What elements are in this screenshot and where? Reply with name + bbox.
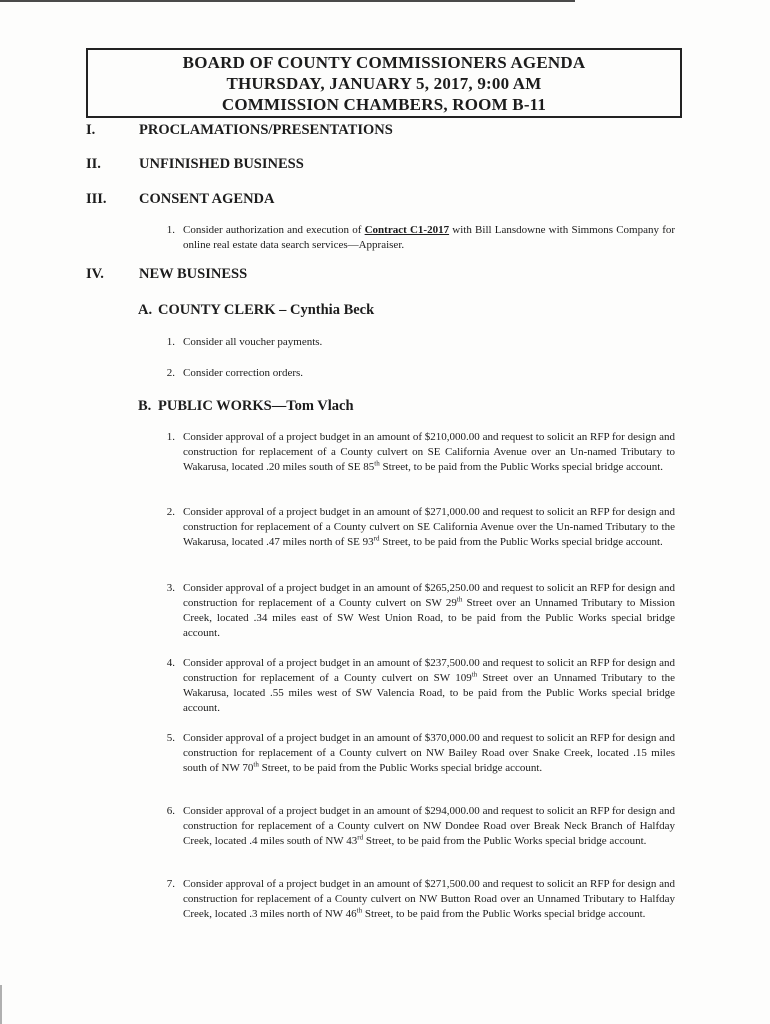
item-text-part: Street, to be paid from the Public Works special bridge account. <box>258 762 543 774</box>
item-number: 4. <box>166 657 175 669</box>
subsection-letter: B. <box>138 398 152 414</box>
item-text <box>183 656 675 716</box>
item-text-part: Consider approval of a project budget in an amount of $237,500.00 and request to solicit an RFP for design and construction for replacement of a County culvert on SW 109 <box>183 657 675 684</box>
section-title: NEW BUSINESS <box>139 266 248 282</box>
section-title: PROCLAMATIONS/PRESENTATIONS <box>139 122 393 138</box>
item-number: 2. <box>166 367 175 379</box>
section-new-business <box>0 264 770 284</box>
subsection-letter: A. <box>138 302 153 318</box>
header-date: THURSDAY, JANUARY 5, 2017, 9:00 AM <box>226 73 542 93</box>
section-proclamations <box>0 120 770 140</box>
item-text-part: Consider approval of a project budget in an amount of $271,000.00 and request to solicit an RFP for design and construction for replacement of a County culvert on SE California Avenue over the Un-named Tributary to the Wakarusa, located .47 miles north of SE 93 <box>183 506 675 548</box>
header-title: BOARD OF COUNTY COMMISSIONERS AGENDA <box>182 52 586 72</box>
item-text-part: Street, to be paid from the Public Works special bridge account. <box>379 461 664 473</box>
item-number: 3. <box>166 582 175 594</box>
subsection-public-works <box>138 396 354 416</box>
item-number: 1. <box>166 336 175 348</box>
subsection-title: PUBLIC WORKS—Tom Vlach <box>158 398 354 414</box>
ordinal-suffix: rd <box>373 534 380 543</box>
item-text: Consider all voucher payments. <box>183 336 323 348</box>
item-text: Consider correction orders. <box>183 367 304 379</box>
item-number: 7. <box>166 878 175 890</box>
item-text <box>183 223 675 253</box>
item-text-part: Street over an Unnamed Tributary to the Wakarusa, located .55 miles west of SW Valencia Road, to be paid from the Public Works special bridge account. <box>183 672 675 714</box>
item-number: 1. <box>166 224 175 236</box>
item-text-part: Consider approval of a project budget in an amount of $294,000.00 and request to solicit an RFP for design and construction for replacement of a County culvert on NW Dondee Road over Break Neck Branch of Halfday Creek, located .4 miles south of NW 43 <box>183 805 675 847</box>
item-text <box>183 581 675 641</box>
section-title: UNFINISHED BUSINESS <box>139 156 304 172</box>
item-number: 1. <box>166 431 175 443</box>
item-text-part: Consider approval of a project budget in an amount of $370,000.00 and request to solicit an RFP for design and construction for replacement of a County culvert on NW Bailey Road over Snake Creek, located .15 miles south of NW 70 <box>183 732 675 774</box>
item-text <box>183 877 675 922</box>
section-number: II. <box>86 156 101 172</box>
item-text <box>183 731 675 776</box>
item-text <box>183 804 675 849</box>
ordinal-suffix: th <box>456 595 463 604</box>
item-text-part: Street, to be paid from the Public Works special bridge account. <box>379 536 663 548</box>
agenda-header <box>86 48 682 118</box>
scan-edge-top <box>0 0 575 2</box>
header-location: COMMISSION CHAMBERS, ROOM B-11 <box>221 94 547 114</box>
item-text-part: with Bill Lansdowne with Simmons Company for online real estate data search services—Appraiser. <box>183 224 676 251</box>
section-number: III. <box>86 191 107 207</box>
section-title: CONSENT AGENDA <box>139 191 275 207</box>
item-number: 6. <box>166 805 175 817</box>
item-text-part: Consider authorization and execution of <box>183 224 362 236</box>
item-text-part: Consider approval of a project budget in an amount of $210,000.00 and request to solicit an RFP for design and construction for replacement of a County culvert on SE California Avenue over an Un-named Tributary to Wakarusa, located .20 miles south of SE 85 <box>183 431 675 473</box>
ordinal-suffix: th <box>356 906 363 915</box>
item-text-part: Consider approval of a project budget in an amount of $265,250.00 and request to solicit an RFP for design and construction for replacement of a County culvert on SW 29 <box>183 582 675 609</box>
section-unfinished-business <box>0 154 770 174</box>
item-text-part: Street, to be paid from the Public Works special bridge account. <box>363 835 647 847</box>
item-text <box>183 505 675 550</box>
subsection-title: COUNTY CLERK – Cynthia Beck <box>158 302 375 318</box>
contract-link[interactable]: Contract C1-2017 <box>364 224 450 236</box>
item-text-part: Street over an Unnamed Tributary to Mission Creek, located .34 miles east of SW West Union Road, to be paid from the Public Works special bridge account. <box>183 597 675 639</box>
item-text-part: Consider approval of a project budget in an amount of $271,500.00 and request to solicit an RFP for design and construction for replacement of a County culvert on NW Button Road over an Unnamed Tributary to Halfday Creek, located .3 miles north of NW 46 <box>183 878 675 920</box>
ordinal-suffix: th <box>471 670 478 679</box>
item-text <box>183 430 675 475</box>
subsection-county-clerk <box>138 300 374 320</box>
ordinal-suffix: th <box>374 459 380 468</box>
item-number: 2. <box>166 506 175 518</box>
section-consent-agenda <box>0 189 770 209</box>
ordinal-suffix: th <box>253 760 259 769</box>
section-number: IV. <box>86 266 104 282</box>
ordinal-suffix: rd <box>357 833 364 842</box>
section-number: I. <box>86 122 96 138</box>
scan-edge-left <box>0 985 2 1024</box>
item-text-part: Street, to be paid from the Public Works special bridge account. <box>362 908 646 920</box>
item-number: 5. <box>166 732 175 744</box>
